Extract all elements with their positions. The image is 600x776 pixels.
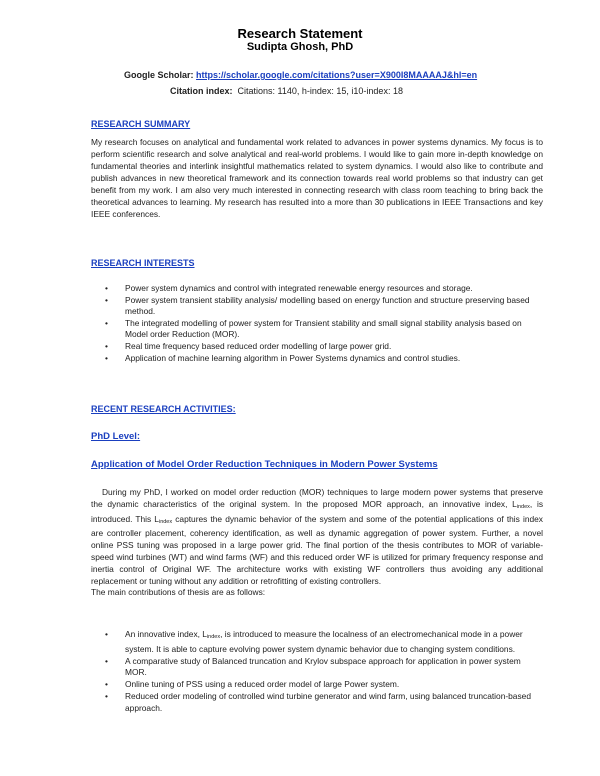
bullet-icon: • — [105, 690, 108, 701]
scholar-label: Google Scholar: — [124, 70, 194, 80]
document-title: Research Statement — [237, 26, 363, 41]
phd-paragraph — [91, 487, 543, 599]
bullet-icon: • — [105, 655, 108, 666]
list-item: • The integrated modelling of power system for Transient stability and small signal stability analysis based on Model order Reduction (MOR). — [105, 317, 522, 340]
author-name: Sudipta Ghosh, PhD — [246, 41, 354, 53]
phd-level-heading: PhD Level: — [91, 431, 141, 442]
list-item: • Power system transient stability analysis/ modelling based on energy function and structure preserving based method. — [105, 294, 530, 317]
citation-label: Citation index: — [170, 86, 233, 96]
bullet-icon: • — [105, 283, 108, 293]
contributions-list — [91, 629, 531, 715]
list-item: • Reduced order modeling of controlled wind turbine generator and wind farm, using balanced truncation-based approach. — [105, 690, 531, 713]
summary-text: My research focuses on analytical and fundamental work related to advances in power systems dynamics. My focus is to perform scientific research and solve analytical and real-world problems. I would like to gain more in-depth knowledge on fundamental theories and interlink insightful mathematics related to system dynamics. I would also like to contribute and publish advances in new theoretical framework and its connection towards real world problems so that industry can get benefit from my work. I am also very much interested in connecting research with class room teaching to bring back the theoretical advances to learning. My research has resulted into a more than 30 publications in IEEE Transactions and key IEEE conferences. — [91, 137, 543, 219]
citation-values: Citations: 1140, h-index: 15, i10-index: 18 — [237, 86, 403, 96]
list-item: • Online tuning of PSS using a reduced order model of large Power system. — [105, 679, 400, 690]
list-item: • A comparative study of Balanced truncation and Krylov subspace approach for application in power system MOR. — [105, 655, 521, 678]
summary-paragraph — [91, 136, 543, 220]
bullet-icon: • — [105, 352, 108, 363]
recent-heading: RECENT RESEARCH ACTIVITIES: — [91, 404, 236, 414]
interests-heading: RESEARCH INTERESTS — [91, 258, 195, 268]
bullet-icon: • — [105, 629, 108, 639]
scholar-line — [124, 70, 477, 80]
phd-text: During my PhD, I worked on model order reduction (MOR) techniques to large modern power systems that preserve the dynamic characteristics of the original system. In the proposed MOR approach, an innovative index, Lindex, is introduced. This Lindex captures the dynamic behavior of the system and some of the potential applications of this index are controller placement, coherency identification, as well as dynamic aggregation of power system. Further, a novel online PSS tuning was proposed in a large power grid. The final portion of the thesis contributes to MOR of variable-speed wind turbines (WT) and wind farms (WF) and this reduced order WF is utilized for primary frequency response and inertia control of Original WF. The architecture works with existing WF controllers thus avoiding any additional replacement or tuning without any addition or retrofitting of existing controllers. — [91, 487, 544, 586]
citation-line — [170, 86, 403, 96]
contributions-lead: The main contributions of thesis are as follows: — [91, 587, 266, 598]
bullet-icon: • — [105, 340, 108, 351]
summary-heading: RESEARCH SUMMARY — [91, 119, 191, 129]
list-item: • Application of machine learning algorithm in Power Systems dynamics and control studies. — [105, 352, 461, 363]
scholar-link[interactable]: https://scholar.google.com/citations?user=X900I8MAAAAJ&hl=en — [196, 70, 478, 80]
list-item: • Power system dynamics and control with integrated renewable energy resources and storage. — [105, 283, 473, 293]
project-title: Application of Model Order Reduction Techniques in Modern Power Systems — [91, 459, 438, 470]
interests-list — [91, 283, 531, 364]
bullet-icon: • — [105, 317, 108, 328]
list-item: • Real time frequency based reduced order modelling of large power grid. — [105, 340, 392, 351]
bullet-icon: • — [105, 294, 108, 305]
list-item: • An innovative index, Lindex, is introduced to measure the localness of an electromechanical mode in a power system. It is able to capture evolving power system dynamic behavior due to changing system conditions. — [105, 629, 523, 654]
bullet-icon: • — [105, 679, 108, 690]
